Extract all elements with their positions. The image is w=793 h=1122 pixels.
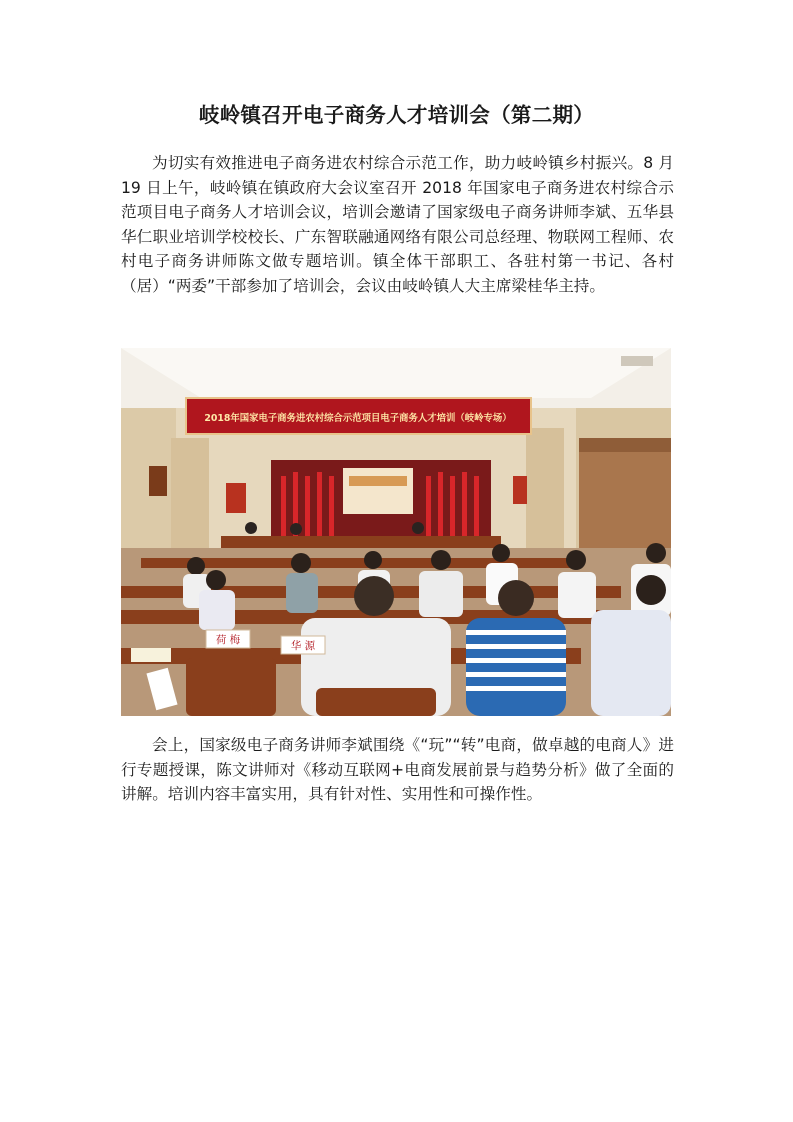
nameplate-2: 华 源 <box>290 640 316 652</box>
article-paragraph: 会上，国家级电子商务讲师李斌围绕《“玩”“转”电商，做卓越的电商人》进行专题授课，陈文讲师对《移动互联网+电商发展前景与趋势分析》做了全面的讲解。培训内容丰富实用，具有针对性、实用性和可操作性。 <box>121 736 674 803</box>
article-title: 岐岭镇召开电子商务人才培训会（第二期） <box>198 103 595 127</box>
meeting-photo <box>121 348 671 716</box>
article-paragraph: 为切实有效推进电子商务进农村综合示范工作，助力岐岭镇乡村振兴。8 月 19 日上午，岐岭镇在镇政府大会议室召开 2018 年国家电子商务进农村综合示范项目电子商务人才培训会议，培训会邀请了国家级电子商务讲师李斌、五华县华仁职业培训学校校长、广东智联融通网络有限公司总经理、物联网工程师、农村电子商务讲师陈文做专题培训。镇全体干部职工、各驻村第一书记、各村（居）“两委”干部参加了培训会，会议由岐岭镇人大主席梁桂华主持。 <box>121 154 674 295</box>
banner-text: 2018年国家电子商务进农村综合示范项目电子商务人才培训（岐岭专场） <box>204 413 512 424</box>
nameplate-1: 荷 梅 <box>215 634 241 646</box>
